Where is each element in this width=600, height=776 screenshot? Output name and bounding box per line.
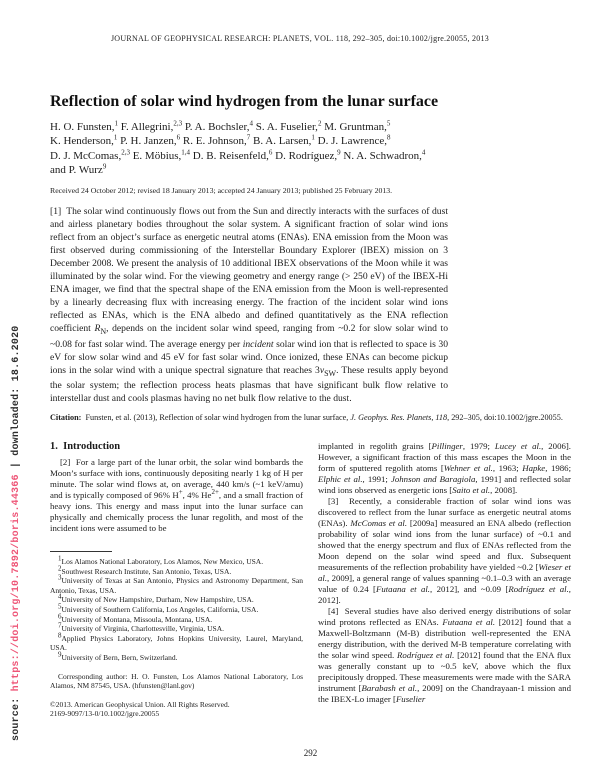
author-line: K. Henderson,$^1$ P. H. Janzen,$^6$ R. E. Johnson,$^7$ B. A. Larsen,$^1$ D. J. Lawrence,$^8$	[50, 133, 391, 148]
footnote-block	[50, 551, 303, 719]
citation-label: Citation:	[50, 413, 82, 423]
sidebar-doi-link[interactable]: https://doi.org/10.7892/boris.44366	[11, 474, 22, 692]
affiliation-footnote: $^4$University of New Hampshire, Durham, New Hampshire, USA.	[58, 592, 254, 605]
affiliation-footnote: $^1$Los Alamos National Laboratory, Los Alamos, New Mexico, USA.	[58, 554, 264, 567]
author-list	[50, 120, 571, 178]
affiliation-footnote: $^5$University of Southern California, Los Angeles, California, USA.	[58, 602, 259, 614]
section-heading-introduction: 1. Introduction	[50, 441, 121, 453]
footnote-divider	[50, 551, 112, 552]
corresponding-author-note: Corresponding author: H. O. Funsten, Los Alamos National Laboratory, Los Alamos, NM 87545, USA. (hfunsten@lanl.gov)	[50, 671, 303, 691]
intro-paragraph-2-continued: implanted in regolith grains [Pillinger, 1979; Lucey et al., 2006]. However, a significant fraction of this mass escapes the Moon in the form of sputtered regolith atoms [Wehner et al., 1963; Hapke, 1986; Elphic et al., 1991; Johnson and Baragiola, 1991] and reflected solar wind ions observed as energetic ions [Saito et al., 2008].	[318, 441, 572, 496]
sidebar-downloaded-label: | downloaded: 18.6.2020	[11, 325, 22, 475]
citation	[50, 413, 568, 424]
article-content	[50, 0, 571, 719]
left-column	[50, 441, 303, 719]
affiliation-footnote: $^7$University of Virginia, Charlottesville, Virginia, USA.	[58, 621, 224, 634]
intro-paragraph-2: [2] For a large part of the lunar orbit, the solar wind bombards the Moon’s surface with ions, continuously depositing nearly 1 kg of H per minute. The solar wind flows at, on average, 440 km/s (~1 keV/amu) and is typically composed of 96% H+, 4% $He^{2+}$, and a small fraction of heavy ions. This energy and mass input into the lunar surface can physically and chemically process the lunar regolith, and most of the incident ions were assumed to be	[50, 457, 303, 534]
affiliation-footnote: $^9$University of Bern, Bern, Switzerland.	[58, 650, 178, 662]
author-line: D. J. McComas,$^{2,3}$ E. Möbius,$^{1,4}$ D. B. Reisenfeld,$^6$ D. Rodríguez,$^9$ N. A. Schwadron,$^4$	[50, 148, 426, 162]
page-number: 292	[303, 748, 318, 758]
intro-paragraph-4: [4] Several studies have also derived energy distributions of solar wind protons reflected as ENAs. Futaana et al. [2012] found that a Maxwell-Boltzmann (M-B) distribution well-represented the ENA energy distribution, with the derived M-B temperature correlating with the solar wind speed. Rodríguez et al. [2012] found that the ENA flux was generally constant up to ~0.5 keV, above which the flux precipitously dropped. These measurements were made with the SARA instrument [Barabash et al., 2009] on the Chandrayaan-1 mission and the IBEX-Lo imager [Fuselier	[318, 606, 572, 705]
issn-doi-line: 2169-9097/13-0/10.1002/jgre.20055	[50, 709, 160, 719]
author-line: H. O. Funsten,$^1$ F. Allegrini,$^{2,3}$ P. A. Bochsler,$^4$ S. A. Fuselier,$^2$ M. Gruntman,$^5$	[50, 119, 391, 133]
abstract-paragraph: [1] The solar wind continuously flows out from the Sun and directly interacts with the surfaces of dust and airless planetary bodies throughout the solar system. A significant fraction of solar wind ions reflect from an object’s surface as energetic neutral atoms (ENAs). ENA emission from the Moon was first observed during commissioning of the Interstellar Boundary Explorer (IBEX) mission on 3 December 2008. We present the analysis of 10 additional IBEX observations of the Moon while it was illuminated by the solar wind. For the viewing geometry and energy range (> 250 eV) of the IBEX-Hi ENA imager, we find that the spectral shape of the ENA emission from the Moon is well-represented by a linearly decreasing flux with increasing energy. The fraction of the incident solar wind ions reflected as ENAs, which is the ENA albedo and defined quantitatively as the ENA reflection coefficient $R_N$, depends on the incident solar wind speed, ranging from ~0.2 for slow solar wind to ~0.08 for fast solar wind. The average energy per incident solar wind ion that is reflected to space is 30 eV for slow solar wind and 45 eV for fast solar wind. Once ionized, these ENAs can become pickup ions in the solar wind with a unique spectral signature that reaches $3v_{SW}$. These results apply beyond the solar system; the reflection process heats plasmas that have significant bulk flow relative to interstellar dust and cools plasmas having no net bulk flow relative to the dust.	[50, 205, 448, 405]
right-column	[318, 441, 571, 719]
citation-text: Funsten, et al. (2013), Reflection of solar wind hydrogen from the lunar surface, J. Geophys. Res. Planets, 118, 292–305, doi:10.1002/jgre.20055.	[81, 413, 563, 423]
received-dates: Received 24 October 2012; revised 18 January 2013; accepted 24 January 2013; published 25 February 2013.	[50, 185, 393, 195]
article-title: Reflection of solar wind hydrogen from the lunar surface	[50, 93, 439, 110]
affiliation-footnote: $^2$Southwest Research Institute, San Antonio, Texas, USA.	[58, 564, 232, 576]
two-column-body	[50, 441, 571, 719]
affiliation-footnote: $^3$University of Texas at San Antonio, Physics and Astronomy Department, San Antonio, Texas, USA.	[50, 573, 303, 595]
affiliation-footnote: $^6$University of Montana, Missoula, Montana, USA.	[58, 612, 213, 624]
intro-paragraph-3: [3] Recently, a considerable fraction of solar wind ions was discovered to reflect from the lunar surface as energetic neutral atoms (ENAs). McComas et al. [2009a] measured an ENA albedo (reflection probability of solar wind ions from the lunar surface) of ~0.1 and showed that the energy spectrum and flux of ENAs reflected from the Moon depend on the solar wind speed and flux. Subsequent measurements of the reflection probability have yielded ~0.2 [Wieser et al., 2009], a general range of values spanning ~0.1–0.3 with an average value of 0.24 [Futaana et al., 2012], and ~0.09 [Rodríguez et al., 2012].	[318, 496, 571, 606]
journal-running-head: JOURNAL OF GEOPHYSICAL RESEARCH: PLANETS, VOL. 118, 292–305, doi:10.1002/jgre.20055, 2013	[110, 34, 490, 43]
sidebar-provenance	[11, 271, 22, 741]
copyright-line: ©2013. American Geophysical Union. All Rights Reserved.	[50, 699, 230, 709]
sidebar-source-label: source:	[11, 691, 22, 741]
author-line: and P. Wurz$^9$	[50, 162, 107, 177]
affiliation-footnote: $^8$Applied Physics Laboratory, Johns Hopkins University, Laurel, Maryland, USA.	[50, 631, 303, 653]
